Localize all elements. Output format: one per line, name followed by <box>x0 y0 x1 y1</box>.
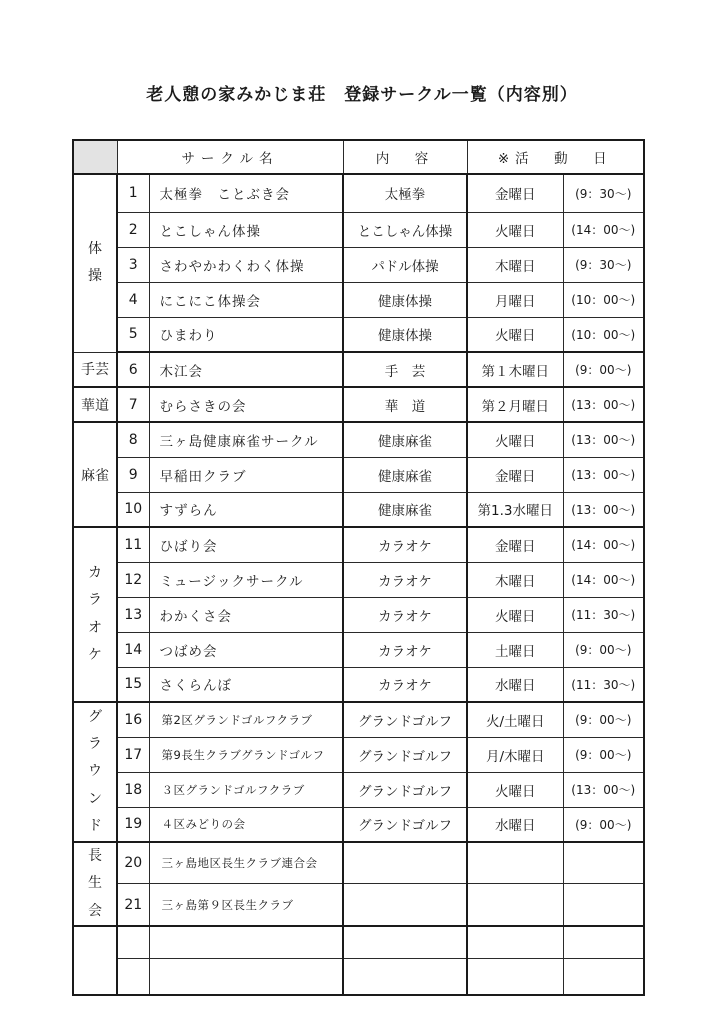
activity-time: (9：30〜) <box>563 247 644 282</box>
table-row <box>73 317 644 352</box>
row-number: 7 <box>117 387 149 422</box>
row-number: 15 <box>117 667 149 702</box>
header-activity-day: ※活 動 日 <box>467 140 644 174</box>
empty-cell <box>149 959 343 995</box>
row-number: 12 <box>117 562 149 597</box>
activity-time <box>563 884 644 926</box>
circle-name: ひまわり <box>149 317 343 352</box>
activity-day: 金曜日 <box>467 527 563 562</box>
table-row <box>73 562 644 597</box>
activity-day: 第1.3水曜日 <box>467 492 563 527</box>
activity-day: 第１木曜日 <box>467 352 563 387</box>
table-row <box>73 174 644 212</box>
row-number: 16 <box>117 702 149 737</box>
circle-content: 健康麻雀 <box>343 492 467 527</box>
circle-content: パドル体操 <box>343 247 467 282</box>
table-row <box>73 772 644 807</box>
circle-content: グランドゴルフ <box>343 702 467 737</box>
circle-content: カラオケ <box>343 632 467 667</box>
activity-day: 木曜日 <box>467 247 563 282</box>
row-number: 18 <box>117 772 149 807</box>
header-circle-name: サークル名 <box>117 140 343 174</box>
row-number: 10 <box>117 492 149 527</box>
circle-name: 木江会 <box>149 352 343 387</box>
activity-day: 火曜日 <box>467 422 563 457</box>
activity-day: 第２月曜日 <box>467 387 563 422</box>
table-row <box>73 457 644 492</box>
category-label: グラウンド <box>88 708 102 834</box>
page-title: 老人憩の家みかじま荘 登録サークル一覧（内容別） <box>146 85 578 105</box>
empty-cell <box>563 959 644 995</box>
row-number: 17 <box>117 737 149 772</box>
circle-name: 三ヶ島第９区長生クラブ <box>149 884 343 926</box>
activity-time <box>563 842 644 884</box>
table-row <box>73 737 644 772</box>
circle-name: すずらん <box>149 492 343 527</box>
activity-day: 火/土曜日 <box>467 702 563 737</box>
header-content: 内 容 <box>343 140 467 174</box>
table-row <box>73 667 644 702</box>
table-row <box>73 387 644 422</box>
empty-cell <box>117 959 149 995</box>
circle-name: 太極拳 ことぶき会 <box>149 174 343 212</box>
table-row <box>73 352 644 387</box>
circle-content: グランドゴルフ <box>343 737 467 772</box>
activity-time: (9：00〜) <box>563 807 644 842</box>
circle-name: さくらんぼ <box>149 667 343 702</box>
circle-content: とこしゃん体操 <box>343 212 467 247</box>
activity-time: (9：00〜) <box>563 352 644 387</box>
row-number: 14 <box>117 632 149 667</box>
row-number: 6 <box>117 352 149 387</box>
table-row <box>73 527 644 562</box>
table-row <box>73 597 644 632</box>
activity-time: (9：00〜) <box>563 737 644 772</box>
circle-content <box>343 884 467 926</box>
category-cell-shugei: 手芸 <box>73 352 117 387</box>
table-row <box>73 212 644 247</box>
activity-day: 火曜日 <box>467 212 563 247</box>
activity-day: 月/木曜日 <box>467 737 563 772</box>
category-cell-choseikai <box>73 842 117 926</box>
category-label: カラオケ <box>88 564 102 663</box>
circle-content <box>343 842 467 884</box>
circle-name: 第9長生クラブグランドゴルフ <box>149 737 343 772</box>
empty-cell <box>149 926 343 959</box>
circle-content: カラオケ <box>343 667 467 702</box>
empty-category-cell <box>73 926 117 995</box>
activity-time: (9：30〜) <box>563 174 644 212</box>
circle-name: さわやかわくわく体操 <box>149 247 343 282</box>
activity-time: (13：00〜) <box>563 387 644 422</box>
table-row <box>73 492 644 527</box>
activity-time: (14：00〜) <box>563 212 644 247</box>
circle-name: 第2区グランドゴルフクラブ <box>149 702 343 737</box>
circle-content: カラオケ <box>343 527 467 562</box>
activity-day: 火曜日 <box>467 597 563 632</box>
empty-row <box>73 959 644 995</box>
circle-name: 三ヶ島地区長生クラブ連合会 <box>149 842 343 884</box>
activity-time: (14：00〜) <box>563 562 644 597</box>
row-number: 20 <box>117 842 149 884</box>
activity-time: (13：00〜) <box>563 492 644 527</box>
header-blank-cell <box>73 140 117 174</box>
activity-time: (13：00〜) <box>563 772 644 807</box>
row-number: 19 <box>117 807 149 842</box>
circle-content: 華 道 <box>343 387 467 422</box>
row-number: 21 <box>117 884 149 926</box>
activity-day: 水曜日 <box>467 807 563 842</box>
category-cell-karaoke <box>73 527 117 702</box>
activity-day: 水曜日 <box>467 667 563 702</box>
category-label: 体操 <box>88 240 102 285</box>
category-cell-majan: 麻雀 <box>73 422 117 527</box>
row-number: 9 <box>117 457 149 492</box>
empty-row <box>73 926 644 959</box>
circle-name: つばめ会 <box>149 632 343 667</box>
activity-time: (9：00〜) <box>563 702 644 737</box>
circle-name: ミュージックサークル <box>149 562 343 597</box>
empty-cell <box>343 959 467 995</box>
empty-cell <box>117 926 149 959</box>
row-number: 11 <box>117 527 149 562</box>
activity-day: 月曜日 <box>467 282 563 317</box>
activity-time: (9：00〜) <box>563 632 644 667</box>
circle-content: 健康麻雀 <box>343 457 467 492</box>
row-number: 3 <box>117 247 149 282</box>
activity-day <box>467 842 563 884</box>
circle-content: 健康麻雀 <box>343 422 467 457</box>
activity-time: (10：00〜) <box>563 282 644 317</box>
activity-time: (14：00〜) <box>563 527 644 562</box>
activity-time: (11：30〜) <box>563 667 644 702</box>
header-row <box>73 140 644 174</box>
table-row <box>73 807 644 842</box>
table-row <box>73 884 644 926</box>
row-number: 5 <box>117 317 149 352</box>
activity-day: 土曜日 <box>467 632 563 667</box>
empty-cell <box>467 959 563 995</box>
activity-time: (11：30〜) <box>563 597 644 632</box>
circle-name: ４区みどりの会 <box>149 807 343 842</box>
circle-name: ひばり会 <box>149 527 343 562</box>
activity-day: 金曜日 <box>467 174 563 212</box>
activity-time: (13：00〜) <box>563 457 644 492</box>
activity-day: 木曜日 <box>467 562 563 597</box>
circle-name: にこにこ体操会 <box>149 282 343 317</box>
circle-name: とこしゃん体操 <box>149 212 343 247</box>
circle-content: カラオケ <box>343 562 467 597</box>
table-row <box>73 632 644 667</box>
table-row <box>73 702 644 737</box>
activity-day: 火曜日 <box>467 772 563 807</box>
row-number: 1 <box>117 174 149 212</box>
activity-day: 金曜日 <box>467 457 563 492</box>
activity-time: (13：00〜) <box>563 422 644 457</box>
empty-cell <box>343 926 467 959</box>
category-cell-taiso <box>73 174 117 352</box>
circle-content: グランドゴルフ <box>343 807 467 842</box>
circle-name: 三ヶ島健康麻雀サークル <box>149 422 343 457</box>
circle-table <box>72 139 645 996</box>
category-label: 長生会 <box>88 848 102 919</box>
category-cell-kado: 華道 <box>73 387 117 422</box>
empty-cell <box>563 926 644 959</box>
activity-time: (10：00〜) <box>563 317 644 352</box>
table-row <box>73 422 644 457</box>
circle-name: むらさきの会 <box>149 387 343 422</box>
activity-day <box>467 884 563 926</box>
row-number: 13 <box>117 597 149 632</box>
circle-content: 太極拳 <box>343 174 467 212</box>
empty-cell <box>467 926 563 959</box>
row-number: 8 <box>117 422 149 457</box>
table-row <box>73 282 644 317</box>
circle-name: わかくさ会 <box>149 597 343 632</box>
circle-content: カラオケ <box>343 597 467 632</box>
table-row <box>73 247 644 282</box>
table-row <box>73 842 644 884</box>
circle-content: 健康体操 <box>343 282 467 317</box>
circle-name: ３区グランドゴルフクラブ <box>149 772 343 807</box>
circle-content: 健康体操 <box>343 317 467 352</box>
circle-content: グランドゴルフ <box>343 772 467 807</box>
row-number: 2 <box>117 212 149 247</box>
circle-content: 手 芸 <box>343 352 467 387</box>
row-number: 4 <box>117 282 149 317</box>
activity-day: 火曜日 <box>467 317 563 352</box>
category-cell-ground <box>73 702 117 842</box>
circle-name: 早稲田クラブ <box>149 457 343 492</box>
